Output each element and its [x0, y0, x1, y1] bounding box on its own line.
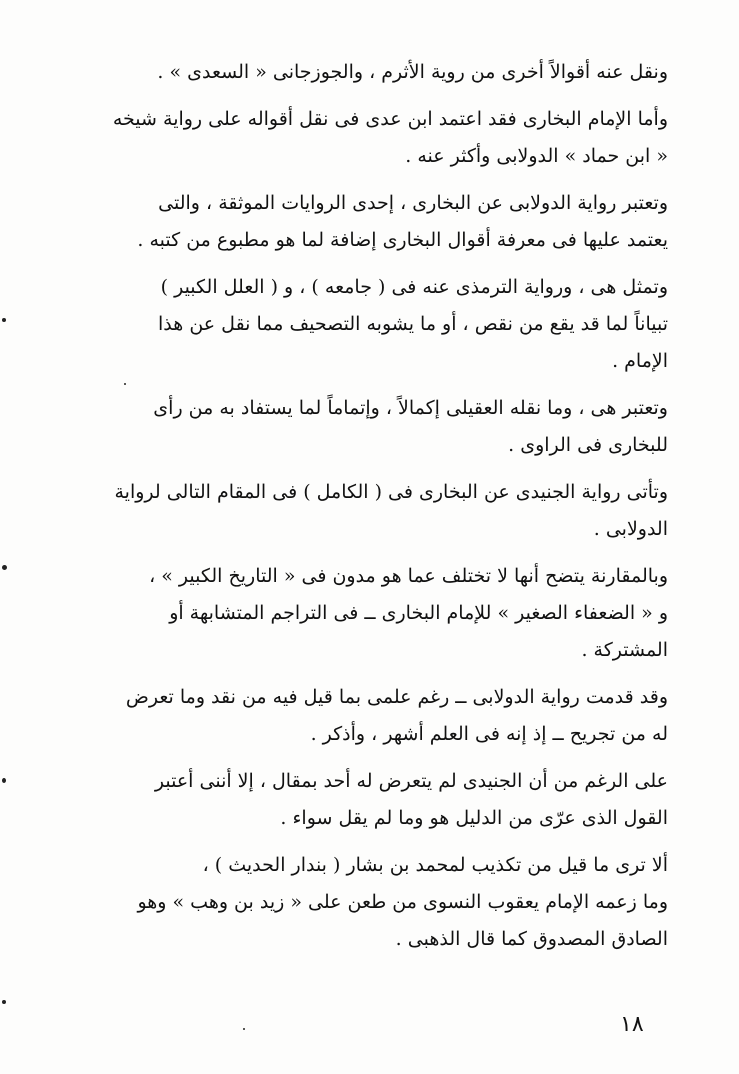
paragraph	[96, 558, 668, 669]
text-line: « ابن حماد » الدولابى وأكثر عنه .	[405, 145, 668, 167]
paragraph	[96, 185, 668, 259]
text-line: وقد قدمت رواية الدولابى ــ رغم علمى بما قيل فيه من نقد وما تعرض	[125, 686, 668, 708]
scan-speck	[124, 383, 126, 385]
text-line: ونقل عنه أقوالاً أخرى من روية الأثرم ، والجوزجانى « السعدى » .	[157, 61, 668, 83]
text-line: الدولابى .	[593, 518, 668, 540]
text-line: على الرغم من أن الجنيدى لم يتعرض له أحد بمقال ، إلا أننى أعتبر	[154, 770, 668, 792]
scan-speck	[2, 565, 7, 570]
paragraph	[96, 54, 668, 91]
text-line: وتأتى رواية الجنيدى عن البخارى فى ( الكامل ) فى المقام التالى لرواية	[114, 481, 668, 503]
text-line: ألا ترى ما قيل من تكذيب لمحمد بن بشار ( بندار الحديث ) ،	[202, 854, 668, 876]
text-line: الصادق المصدوق كما قال الذهبى .	[395, 928, 668, 950]
text-line: وتعتبر هى ، وما نقله العقيلى إكمالاً ، وإتماماً لما يستفاد به من رأى	[153, 397, 668, 419]
text-line: وتمثل هى ، ورواية الترمذى عنه فى ( جامعه ) ، و ( العلل الكبير )	[160, 276, 668, 298]
page-number: ١٨	[620, 1012, 644, 1037]
text-line: وتعتبر رواية الدولابى عن البخارى ، إحدى الروايات الموثقة ، والتى	[158, 192, 668, 214]
paragraph	[96, 847, 668, 958]
paragraph	[96, 101, 668, 175]
paragraph	[96, 679, 668, 753]
scan-speck	[2, 318, 6, 322]
body-text	[96, 54, 668, 968]
text-line: المشتركة .	[581, 639, 668, 661]
text-line: للبخارى فى الراوى .	[508, 434, 668, 456]
text-line: وأما الإمام البخارى فقد اعتمد ابن عدى فى نقل أقواله على رواية شيخه	[112, 108, 668, 130]
paragraph	[96, 763, 668, 837]
scan-speck	[243, 1028, 245, 1030]
text-line: وبالمقارنة يتضح أنها لا تختلف عما هو مدون فى « التاريخ الكبير » ،	[149, 565, 668, 587]
scan-speck	[2, 778, 6, 783]
text-line: له من تجريح ــ إذ إنه فى العلم أشهر ، وأذكر .	[310, 723, 668, 745]
text-line: القول الذى عرّى من الدليل هو وما لم يقل سواء .	[280, 807, 668, 829]
text-line: الإمام .	[612, 350, 668, 372]
scan-speck	[2, 1000, 6, 1004]
text-line: وما زعمه الإمام يعقوب النسوى من طعن على « زيد بن وهب » وهو	[137, 891, 668, 913]
text-line: تبياناً لما قد يقع من نقص ، أو ما يشوبه التصحيف مما نقل عن هذا	[158, 313, 668, 335]
paragraph	[96, 269, 668, 380]
text-line: يعتمد عليها فى معرفة أقوال البخارى إضافة لما هو مطبوع من كتبه .	[137, 229, 668, 251]
text-line: و « الضعفاء الصغير » للإمام البخارى ــ فى التراجم المتشابهة أو	[169, 602, 668, 624]
paragraph	[96, 474, 668, 548]
paragraph	[96, 390, 668, 464]
